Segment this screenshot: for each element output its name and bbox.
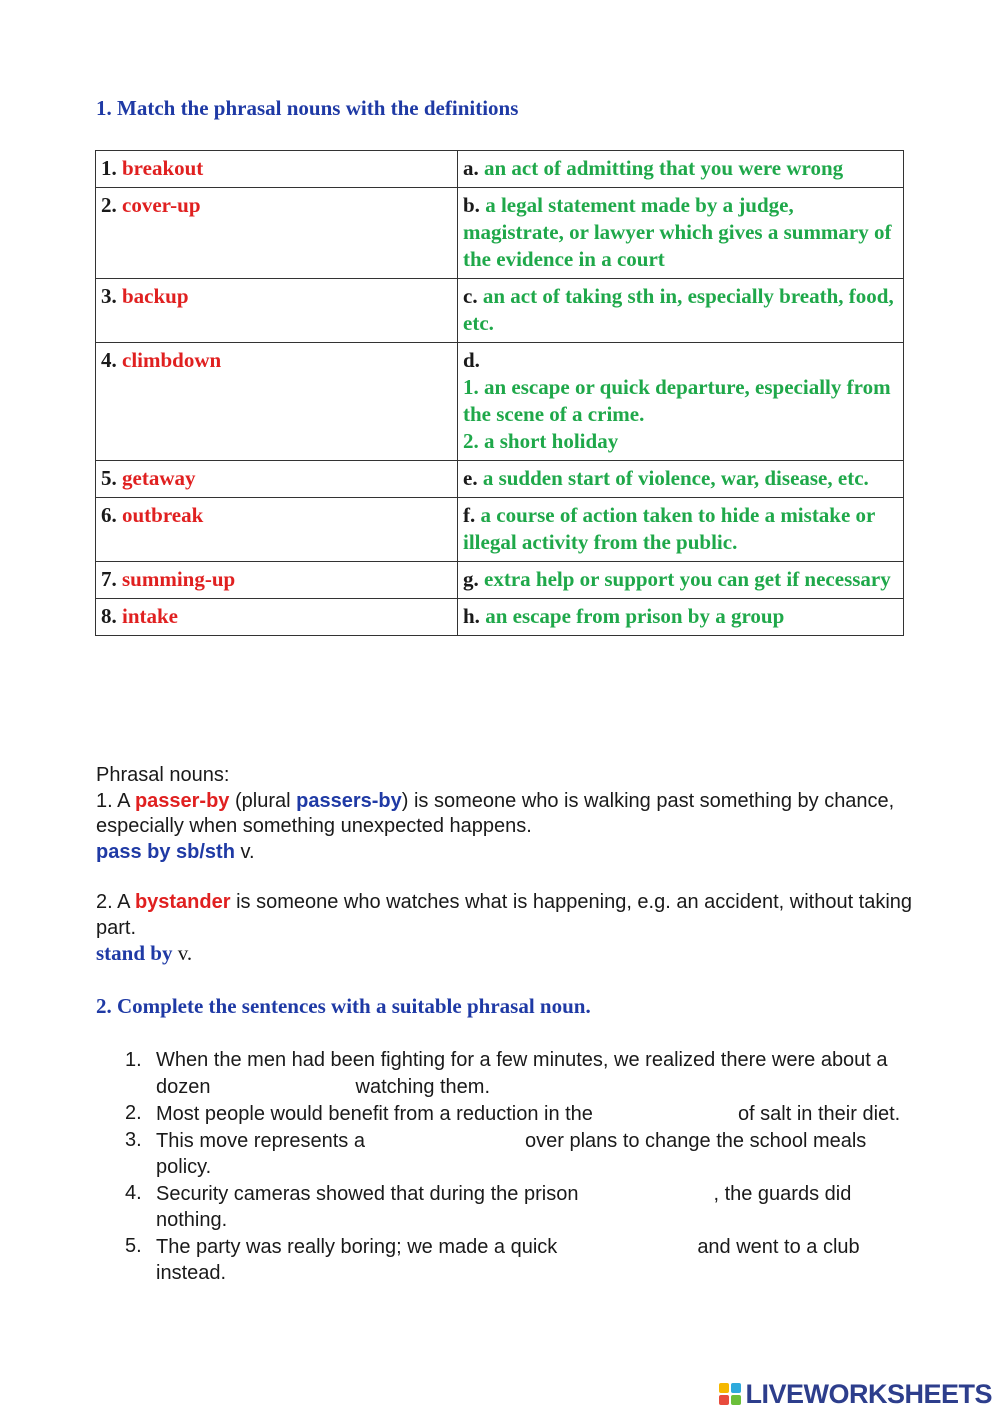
- list-item: [96, 1180, 906, 1233]
- phrasal-noun: outbreak: [122, 503, 204, 527]
- notes-heading: Phrasal nouns:: [96, 764, 230, 786]
- logo-text: LIVEWORKSHEETS: [745, 1378, 992, 1409]
- table-row: [96, 279, 904, 343]
- sentence-text: This move represents a: [156, 1130, 365, 1152]
- phrasal-noun-cell: [96, 498, 458, 562]
- answer-blank[interactable]: [365, 1127, 525, 1147]
- note-text: 1. A: [96, 789, 135, 812]
- definition-text: an escape from prison by a group: [485, 604, 785, 628]
- phrasal-noun: breakout: [122, 156, 204, 180]
- definition-letter: a.: [463, 156, 479, 180]
- phrasal-noun-cell: [96, 279, 458, 343]
- item-number: 2.: [125, 1102, 142, 1124]
- definition-letter: e.: [463, 466, 478, 490]
- definition-letter: g.: [463, 567, 479, 591]
- item-number: 1.: [101, 156, 117, 180]
- answer-blank[interactable]: [557, 1233, 697, 1253]
- verb-form: stand by: [96, 941, 173, 965]
- definition-cell: [458, 599, 904, 636]
- item-number: 2.: [101, 193, 117, 217]
- list-item: [96, 1100, 906, 1127]
- item-number: 3.: [101, 284, 117, 308]
- sentence-text: watching them.: [355, 1076, 491, 1098]
- answer-blank[interactable]: [578, 1180, 713, 1200]
- definition-text: a legal statement made by a judge, magistrate, or lawyer which gives a summary of the evidence in a court: [463, 193, 892, 271]
- phrasal-nouns-notes: [96, 763, 916, 967]
- sentence-text: Security cameras showed that during the prison: [156, 1183, 579, 1205]
- term-passers-by: passers-by: [296, 789, 402, 812]
- term-passer-by: passer-by: [134, 789, 230, 812]
- table-row: [96, 343, 904, 461]
- logo-square: [731, 1395, 741, 1405]
- definition-text: extra help or support you can get if necessary: [484, 567, 891, 591]
- definition-cell: [458, 151, 904, 188]
- table-row: [96, 461, 904, 498]
- logo-square: [731, 1383, 741, 1393]
- phrasal-noun-cell: [96, 562, 458, 599]
- logo-square: [719, 1395, 729, 1405]
- definition-text: an act of taking sth in, especially breath, food, etc.: [463, 284, 894, 335]
- definition-cell: [458, 279, 904, 343]
- item-number: 5.: [101, 466, 117, 490]
- liveworksheets-logo: [719, 1376, 992, 1412]
- item-number: 3.: [125, 1129, 142, 1151]
- note-text: 2. A: [96, 891, 135, 913]
- verb-stand-by: [96, 941, 916, 967]
- sentence-text: The party was really boring; we made a quick: [156, 1236, 558, 1258]
- exercise-2-title: 2. Complete the sentences with a suitable phrasal noun.: [96, 994, 591, 1018]
- sentence-text: , the guards did nothing.: [156, 1183, 852, 1231]
- list-item: [96, 1233, 906, 1286]
- phrasal-noun: summing-up: [122, 567, 236, 591]
- item-number: 8.: [101, 604, 117, 628]
- answer-blank[interactable]: [593, 1100, 738, 1120]
- phrasal-noun-cell: [96, 599, 458, 636]
- definition-letter: d.: [463, 348, 480, 372]
- note-text: ) is someone who is walking past something by chance, especially when something unexpected happens.: [96, 789, 895, 837]
- definition-letter: b.: [463, 193, 480, 217]
- matching-table: [95, 150, 904, 636]
- definition-text: a sudden start of violence, war, disease, etc.: [482, 466, 869, 490]
- phrasal-noun: backup: [122, 284, 189, 308]
- definition-cell: [458, 498, 904, 562]
- sentence-text: Most people would benefit from a reduction in the: [156, 1103, 593, 1125]
- definition-cell: [458, 562, 904, 599]
- item-number: 5.: [125, 1235, 142, 1257]
- definition-letter: f.: [463, 503, 476, 527]
- part-of-speech: v.: [234, 840, 255, 863]
- list-item: [96, 1127, 906, 1180]
- exercise-1-title: 1. Match the phrasal nouns with the definitions: [96, 96, 519, 120]
- definition-text: a course of action taken to hide a mistake or illegal activity from the public.: [463, 503, 875, 554]
- verb-form: pass by sb/sth: [96, 840, 235, 863]
- sentences-list: [96, 1047, 916, 1286]
- phrasal-noun: intake: [122, 604, 179, 628]
- part-of-speech: v.: [172, 941, 193, 965]
- definition-cell: [458, 188, 904, 279]
- logo-mark-icon: [719, 1383, 741, 1405]
- sentence-text: of salt in their diet.: [737, 1103, 901, 1125]
- item-number: 4.: [101, 348, 117, 372]
- spacer: [96, 865, 916, 890]
- definition-text: 1. an escape or quick departure, especially from the scene of a crime.: [463, 375, 891, 426]
- table-row: [96, 188, 904, 279]
- note-passer-by: [96, 789, 916, 840]
- note-text: (plural: [229, 789, 297, 812]
- note-text: is someone who watches what is happening, e.g. an accident, without taking part.: [96, 891, 913, 939]
- table-row: [96, 498, 904, 562]
- table-row: [96, 562, 904, 599]
- phrasal-noun-cell: [96, 151, 458, 188]
- definition-text: 2. a short holiday: [463, 429, 619, 453]
- sentence-text: When the men had been fighting for a few minutes, we realized there were about a dozen: [156, 1049, 888, 1098]
- list-item: [96, 1047, 906, 1100]
- term-bystander: bystander: [134, 891, 231, 913]
- sentence-text: and went to a club instead.: [156, 1236, 860, 1284]
- definition-cell: [458, 461, 904, 498]
- answer-blank[interactable]: [211, 1073, 356, 1093]
- sentence-text: over plans to change the school meals policy.: [156, 1130, 867, 1178]
- definition-letter: c.: [463, 284, 478, 308]
- table-row: [96, 599, 904, 636]
- definition-cell: [458, 343, 904, 461]
- phrasal-noun: getaway: [122, 466, 196, 490]
- phrasal-noun: cover-up: [122, 193, 201, 217]
- phrasal-noun: climbdown: [122, 348, 222, 372]
- item-number: 1.: [125, 1049, 142, 1071]
- note-bystander: [96, 890, 916, 941]
- phrasal-noun-cell: [96, 343, 458, 461]
- logo-square: [719, 1383, 729, 1393]
- item-number: 6.: [101, 503, 117, 527]
- verb-pass-by: [96, 840, 916, 866]
- phrasal-noun-cell: [96, 188, 458, 279]
- item-number: 7.: [101, 567, 117, 591]
- item-number: 4.: [125, 1182, 142, 1204]
- definition-text: an act of admitting that you were wrong: [484, 156, 844, 180]
- table-row: [96, 151, 904, 188]
- definition-letter: h.: [463, 604, 480, 628]
- phrasal-noun-cell: [96, 461, 458, 498]
